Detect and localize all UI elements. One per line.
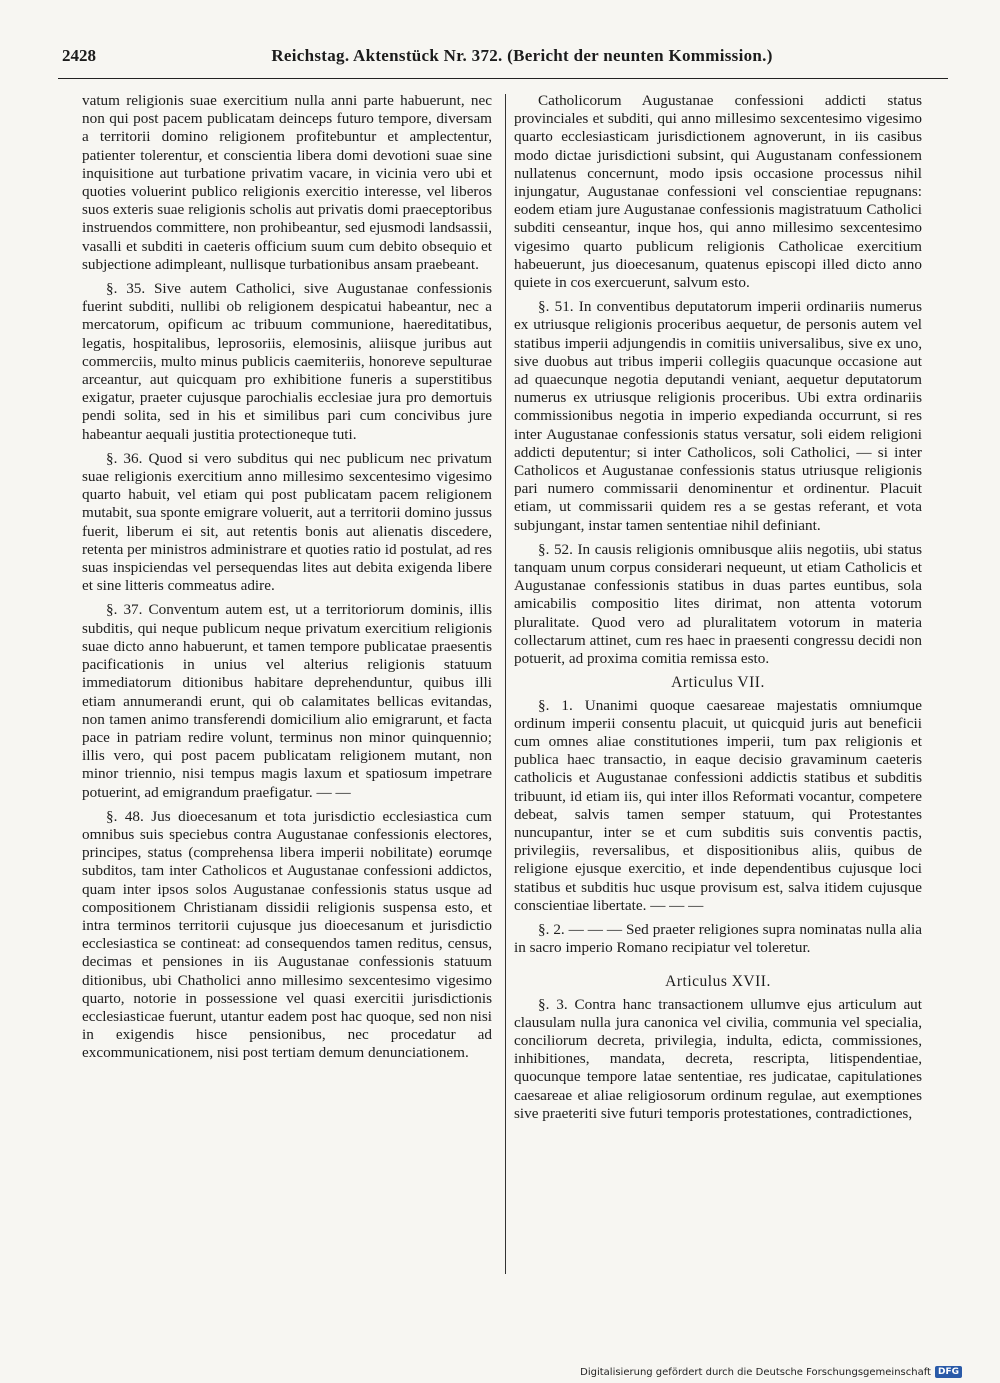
paragraph-37: §. 37. Conventum autem est, ut a territoriorum dominis, illis subditis, qui neque publicum neque privatum exercitium religionis suae dicto anno habuerunt, et tamen tempore publicatae praesentis pacificationis in unius vel alterius religionis statuum immediatorum ditionibus habitare deprehenduntur, quibus illi etiam annumerandi erunt, qui ob calamitates bellicas evitandas, non tamen animo transferendi domicilium alio emigrarunt, et facta pace in patriam redire volunt, terminus non minor quinquennio; illis vero, qui post pacem publicatam religionem mutant, non minor triennio, nisi tempus magis laxum et spatiosum impetrare potuerint, ad emigrandum praefigatur. — —: [82, 601, 492, 801]
paragraph-vii-2: §. 2. — — — Sed praeter religiones supra nominatas nulla alia in sacro imperio Romano recipiatur vel toleretur.: [514, 920, 922, 957]
page-number: 2428: [62, 46, 96, 65]
right-column: [514, 92, 922, 1123]
paragraph-35: §. 35. Sive autem Catholici, sive Augustanae confessionis fuerint subditi, nullibi ob religionem despicatui habeantur, nec a mercatorum, opificum ac tribuum communione, haereditatibus, legatis, hospitalibus, leprosoriis, elemosinis, aliisque juribus aut commerciis, multo minus publicis caemiteriis, honoreve sepulturae arceantur, aut quicquam pro exhibitione funeris a superstitibus exigatur, praeter cujusque parochialis ecclesiae jura pro demortuis pendi solita, sed in his et similibus pari cum concivibus jure habeantur aequali justitia protectioneque tuti.: [82, 280, 492, 443]
paragraph-xvii-3: §. 3. Contra hanc transactionem ullumve ejus articulum aut clausulam nulla jura canonica vel civilia, communia vel specialia, conciliorum decreta, privilegia, indulta, edicta, commissiones, inhibitiones, mandata, decreta, rescripta, litispendentiae, quocunque tempore latae sententiae, res judicatae, capitulationes caesareae et aliae religiosorum ordinum regulae, aut exemptiones sive praeteriti sive futuri temporis protestationes, contradictiones,: [514, 995, 922, 1122]
paragraph-vii-1: §. 1. Unanimi quoque caesareae majestatis omniumque ordinum imperii consentu placuit, ut quicquid juris aut beneficii cum omnes aliae constitutiones imperii, tum pax religionis et publica haec transactio, in eaque decisio gravaminum caeteris catholicis et Augustanae confessioni addictis statibus et subditis tribuunt, id etiam iis, qui inter illos Reformati vocantur, competere debeat, salvis tamen semper statuum, qui Protestantes nuncupantur, inter se et cum subditis suis conventis pactis, privilegiis, reversalibus, et dispositionibus aliis, quibus de religione ejusque exercitio, et inde dependentibus cujusque loci statibus et subditis huc usque provisum est, salva itidem cujusque conscientiae libertate. — — —: [514, 696, 922, 914]
paragraph-continued-right: Catholicorum Augustanae confessioni addicti status provinciales et subditi, qui anno millesimo sexcentesimo vigesimo quarto ecclesiasticam jurisdictionem agnoverunt, in iis casibus modo dictae jurisdictioni subsint, qui Augustanam confessionem nullatenus concernunt, modo ipsis occasione processus nihil injungatur, Augustanae confessioni vel conscientiae repugnans: eodem etiam jure Augustanae confessionis magistratuum Catholici subditi censeantur, inque hos, qui anno millesimo sexcentesimo vigesimo quarto publicum religionis Catholicae exercitium habeuerunt, jus dioecesanum, quatenus episcopi illed dicto anno quiete in cos exercuerunt, salvum esto.: [514, 92, 922, 292]
header-rule: [58, 78, 948, 79]
dfg-logo: DFG: [935, 1366, 962, 1378]
page-header: [62, 46, 942, 66]
paragraph-48: §. 48. Jus dioecesanum et tota jurisdictio ecclesiastica cum omnibus suis speciebus contra Augustanae confessionis electores, principes, status (comprehensa libera imperii nobilitate) eorumqe subditos, tam inter Catholicos et Augustanae confessioni addictos, quam inter ipsos solos Augustanae confessionis status usque ad compositionem Christianam dissidii religionis suspensa esto, et intra terminos territorii cujusque jus dioecesanum et jurisdictio ecclesiastica se contineat: ad consequendos tamen reditus, census, decimas et pensiones in iis Augustanae confessionis statuum ditionibus, ubi Chatholici anno millesimo sexcentesimo vigesimo quarto, notorie in possessione vel quasi exercitii jurisdictionis ecclesiasticae fuerunt, utantur eadem post hac quoque, sed non nisi in exigendis hisce pensionibus, nec procedatur ad excommunicationem, nisi post tertiam demum denunciationem.: [82, 807, 492, 1062]
footer-text: Digitalisierung gefördert durch die Deutsche Forschungsgemeinschaft: [580, 1366, 931, 1378]
running-title: Reichstag. Aktenstück Nr. 372. (Bericht der neunten Kommission.): [271, 46, 773, 65]
column-divider: [505, 94, 506, 1274]
paragraph-36: §. 36. Quod si vero subditus qui nec publicum nec privatum suae religionis exercitium anno millesimo sexcentesimo vigesimo quarto habuit, vel etiam qui post publicatam pacem religionem mutabit, sua sponte emigrare voluerit, aut a territorii domino jussus fuerit, liberum ei sit, aut retentis bonis aut alienatis discedere, retenta per ministros administrare et quoties ratio id postulat, ad res suas inspiciendas vel persequendas lites aut debita exigenda libere et sine litteris commeatus adire.: [82, 449, 492, 595]
paragraph-52: §. 52. In causis religionis omnibusque aliis negotiis, ubi status tanquam unum corpus considerari nequeunt, ut etiam Catholicis et Augustanae confessionis statibus in duas partes euntibus, sola amicabilis compositio lites dirimat, non attenta votorum pluralitate. Quod vero ad pluralitatem votorum in materia collectarum attinet, cum res haec in praesenti congressu decidi non potuerit, ad proxima comitia remissa esto.: [514, 540, 922, 668]
heading-articulus-xvii: Articulus XVII.: [665, 973, 771, 991]
left-column: [82, 92, 492, 1063]
footer-credit: [580, 1366, 962, 1378]
paragraph-continued: vatum religionis suae exercitium nulla anni parte habuerunt, nec non qui post pacem publicatam deinceps futuro tempore, diversam a territorii domino religionem profitebuntur et amplectentur, patienter tolerentur, et conscientia libera domi devotioni suae sine inquisitione aut turbatione privatim vacare, in vicinia vero ubi et quoties voluerint publico religionis exercitio interesse, vel liberos suos exteris suae religionis scholis aut privatis domi praeceptoribus instruendos committere, non prohibeantur, sed ejusmodi landsassii, vasalli et subditi in caeteris officium suum cum debito obsequio et subjectione adimpleant, nullisque turbationibus ansam praebeant.: [82, 92, 492, 273]
paragraph-51: §. 51. In conventibus deputatorum imperii ordinariis numerus ex utriusque religionis proceribus aequetur, de personis autem vel statibus imperii adjungendis in comitiis universalibus, sive ex uno, sive duobus aut tribus imperii collegiis quacunque occasione aut ad quaecunque negotia deputandi veniant, aequetur deputatorum numerus ex utriusque religionis proceribus. Ubi extra ordinariis commissionibus negotia in imperio expedianda occurrunt, si res inter Augustanae confessionis status versatur, soli eidem religioni addicti deputentur; si inter Catholicos, soli Catholici, — si inter Catholicos et Augustanae confessionis status utriusque religionis pari numero commissarii denominentur et ordinentur. Placuit etiam, ut commissarii quidem res a se gestas referant, et vota subjungant, instar tamen sententiae nihil definiant.: [514, 298, 922, 534]
heading-articulus-vii: Articulus VII.: [671, 674, 765, 692]
